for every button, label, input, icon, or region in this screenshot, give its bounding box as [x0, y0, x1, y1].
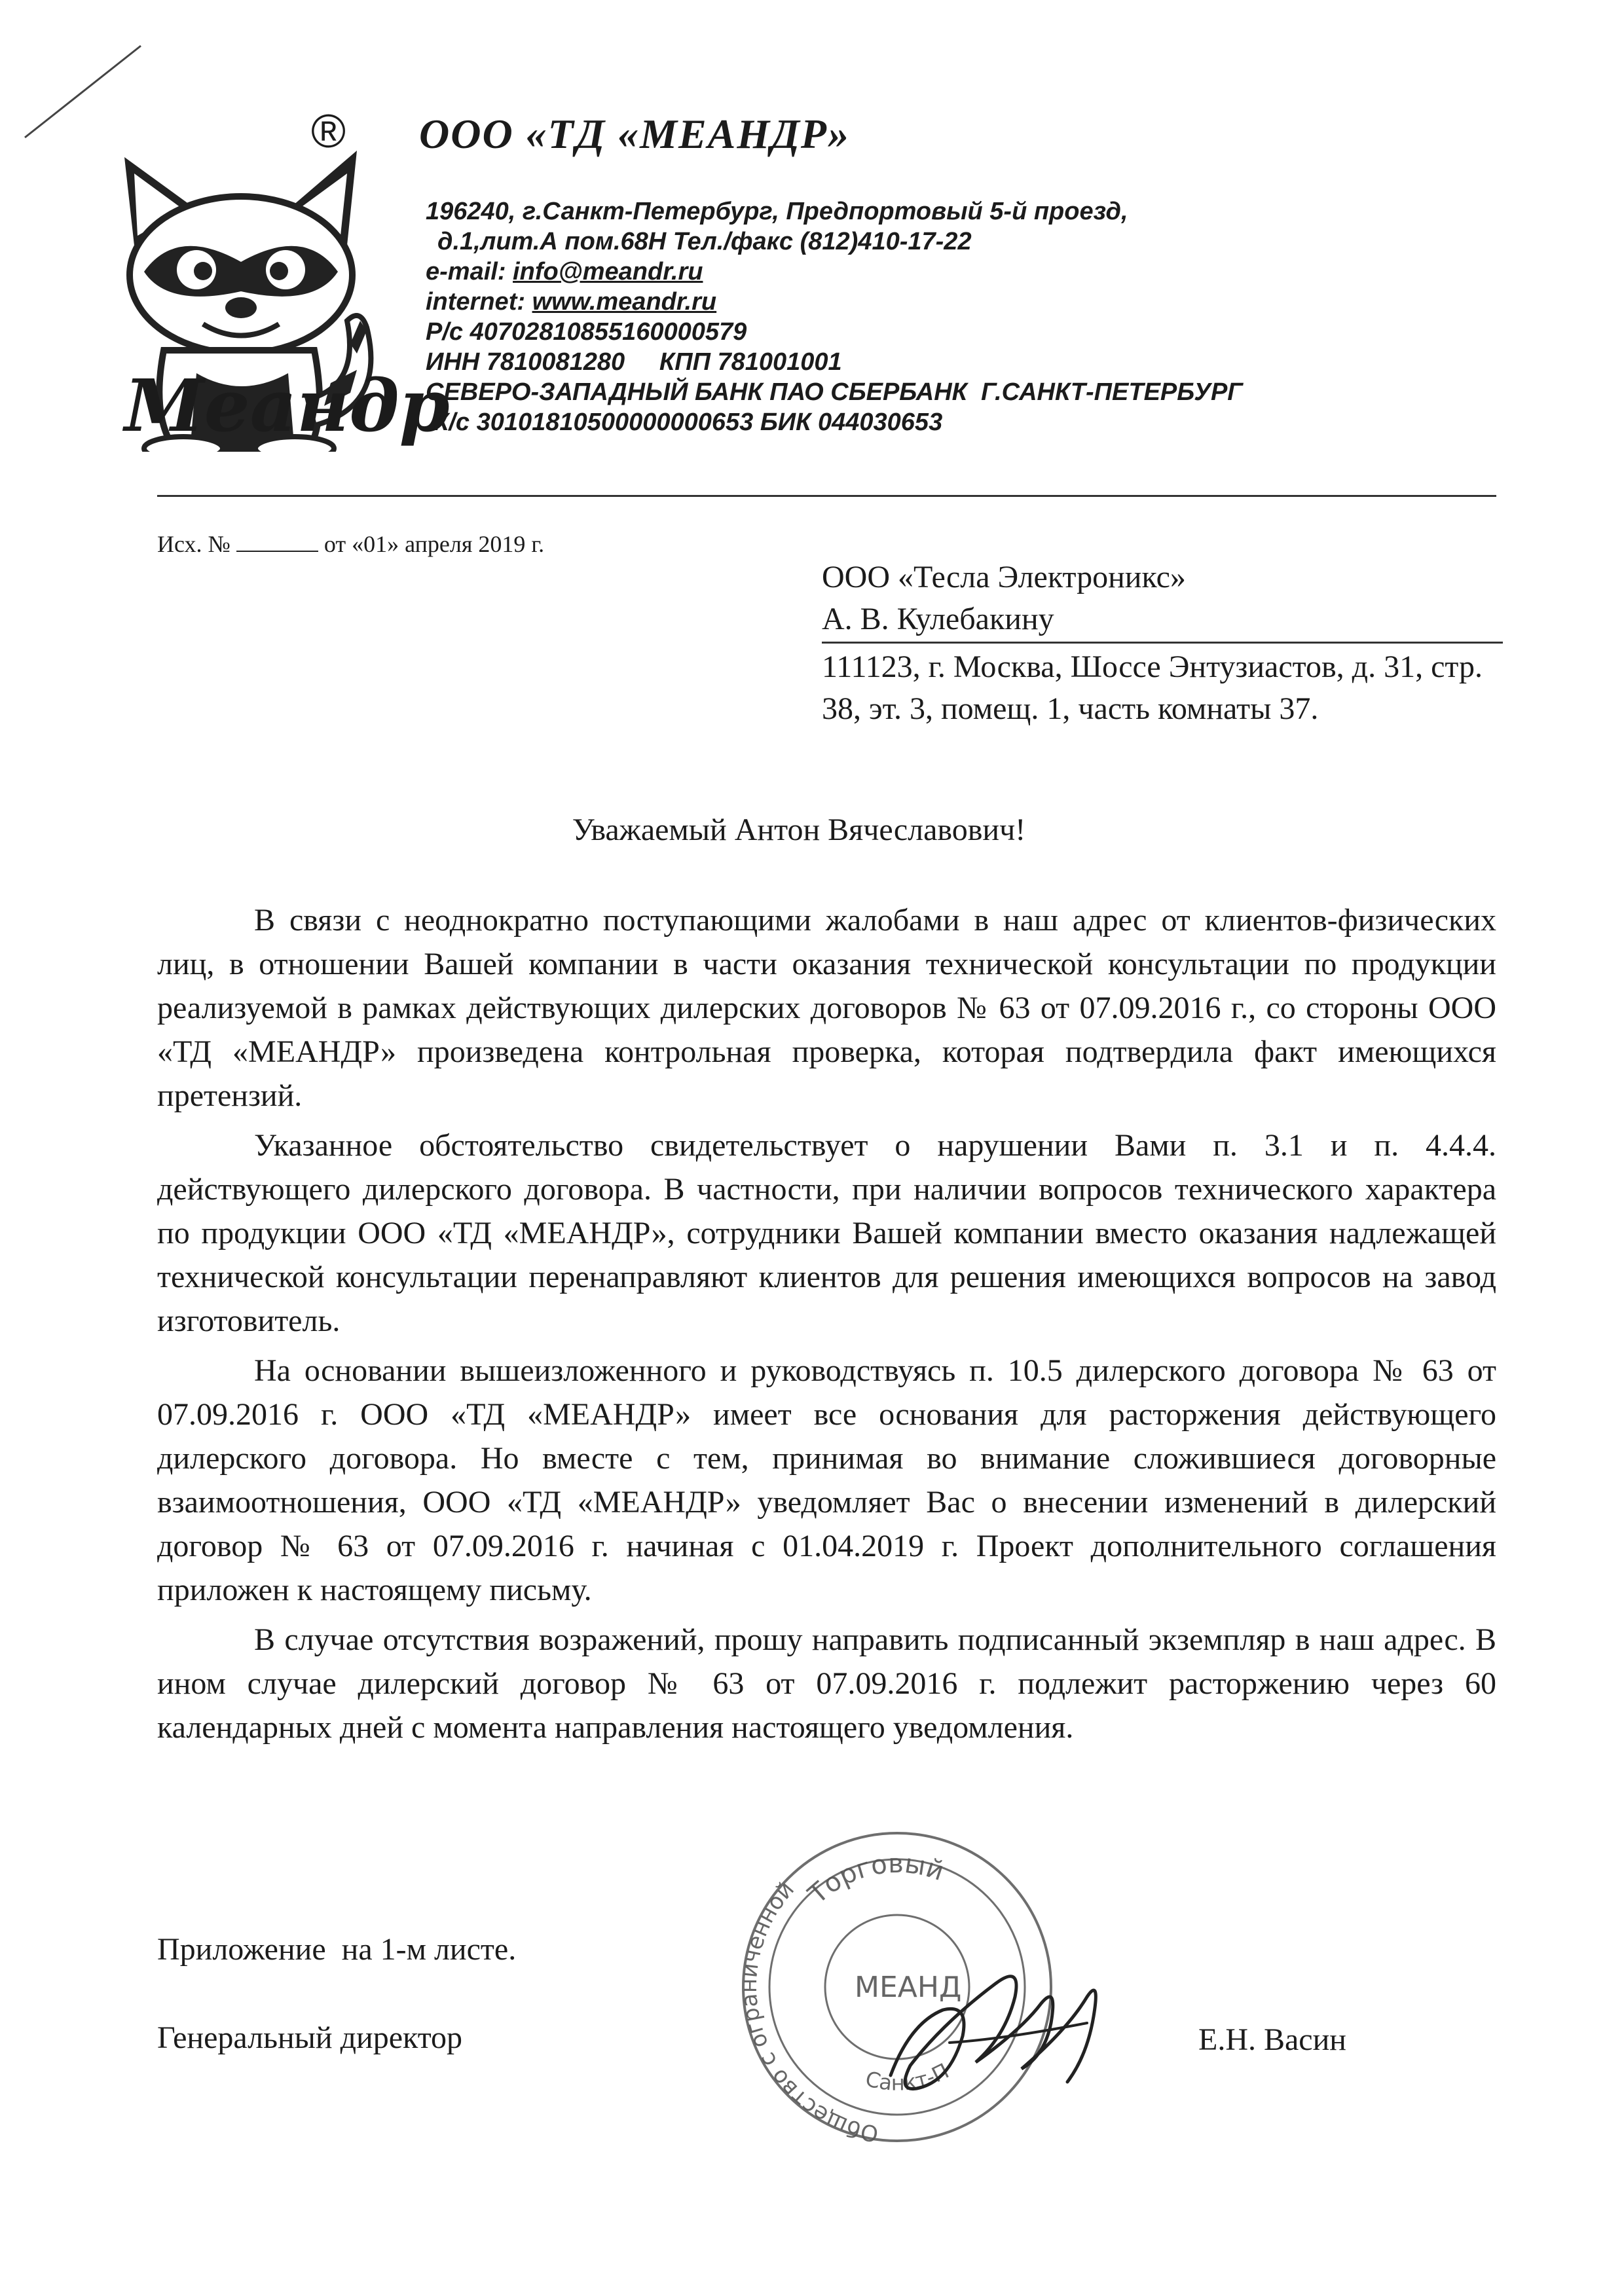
internet-line — [426, 287, 1539, 317]
email-label: e-mail: — [426, 258, 513, 285]
stamp-center-text: МЕАНД — [855, 1971, 962, 2004]
attachment-note: Приложение на 1-м листе. — [157, 1932, 517, 1967]
company-name: ООО «ТД «МЕАНДР» — [419, 111, 850, 157]
addressee-divider — [822, 642, 1503, 644]
greeting-text: Уважаемый Антон Вячеславович! — [572, 812, 1026, 847]
address-line-2: д.1,лит.А пом.68Н Тел./факс (812)410-17-22 — [437, 228, 972, 255]
paragraph: В случае отсутствия возражений, прошу направить подписанный экземпляр в наш адрес. В ином случае дилерский договор № 63 от 07.09.2016 г. подлежит расторжению через 60 календарных дней с момента направления настоящего уведомления. — [157, 1622, 1496, 1745]
svg-text:Торговый — [802, 1849, 948, 1910]
paragraph: В связи с неоднократно поступающими жалобами в наш адрес от клиентов-физических лиц, в отношении Вашей компании в части оказания технической консультации по продукции реализуемой в рамках действующих дилерских договоров № 63 от 07.09.2016 г., со стороны ООО «ТД «МЕАНДР» произведена контрольная проверка, которая подтвердила факт имеющихся претензий. — [157, 903, 1496, 1113]
outgoing-number-blank — [236, 531, 318, 552]
outgoing-number-label: Исх. № — [157, 531, 236, 557]
svg-text:Общество с ограниченной — [736, 1876, 881, 2147]
company-requisites — [426, 196, 1539, 437]
stamp-bottom-text: Санкт-П — [862, 2058, 953, 2096]
registered-mark: ® — [311, 105, 346, 158]
addressee-block — [822, 556, 1503, 730]
address-line-1: 196240, г.Санкт-Петербург, Предпортовый 5-й проезд, — [426, 198, 1128, 225]
header-divider — [157, 495, 1496, 497]
account-line: Р/с 40702810855160000579 — [426, 318, 747, 346]
logo-script-text: Меандр — [124, 363, 450, 448]
signer-name: Е.Н. Васин — [1198, 2022, 1346, 2057]
stamp-outer-text: Общество с ограниченной — [735, 1876, 881, 2147]
stamp-top-text: Торговый — [802, 1848, 948, 1910]
paragraph: Указанное обстоятельство свидетельствует о нарушении Вами п. 3.1 и п. 4.4.4. действующего дилерского договора. В частности, при наличии вопросов технического характера по продукции ООО «ТД «МЕАНДР», сотрудники Вашей компании вместо оказания надлежащей технической консультации перенаправляют клиентов для решения имеющихся вопросов на завод изготовитель. — [157, 1128, 1496, 1338]
email-link[interactable]: info@meandr.ru — [513, 258, 703, 285]
outgoing-reference — [157, 530, 544, 558]
addressee-address: 111123, г. Москва, Шоссе Энтузиастов, д. 31, стр. 38, эт. 3, помещ. 1, часть комнаты 37. — [822, 649, 1483, 726]
letter-body — [157, 898, 1496, 1755]
website-link[interactable]: www.meandr.ru — [532, 288, 717, 316]
addressee-company: ООО «Тесла Электроникс» — [822, 560, 1186, 594]
addressee-person: А. В. Кулебакину — [822, 602, 1054, 636]
outgoing-date: от «01» апреля 2019 г. — [318, 531, 545, 557]
company-logo — [98, 105, 450, 452]
signer-position: Генеральный директор — [157, 2020, 463, 2055]
corr-account-line: К/с 30101810500000000653 БИК 044030653 — [434, 409, 943, 436]
inn-kpp-line: ИНН 7810081280 КПП 781001001 — [426, 348, 842, 376]
handwritten-signature — [871, 1925, 1133, 2121]
bank-line: СЕВЕРО-ЗАПАДНЫЙ БАНК ПАО СБЕРБАНК Г.САНКТ-ПЕТЕРБУРГ — [426, 378, 1243, 406]
greeting — [0, 812, 1624, 848]
paragraph: На основании вышеизложенного и руководствуясь п. 10.5 дилерского договора № 63 от 07.09.2016 г. ООО «ТД «МЕАНДР» имеет все основания для расторжения действующего дилерского договора. Но вместе с тем, принимая во внимание сложившиеся договорные взаимоотношения, ООО «ТД «МЕАНДР» уведомляет Вас о внесении изменений в дилерский договор № 63 от 07.09.2016 г. начиная с 01.04.2019 г. Проект дополнительного соглашения приложен к настоящему письму. — [157, 1353, 1496, 1607]
email-line — [426, 257, 1539, 287]
internet-label: internet: — [426, 288, 532, 316]
